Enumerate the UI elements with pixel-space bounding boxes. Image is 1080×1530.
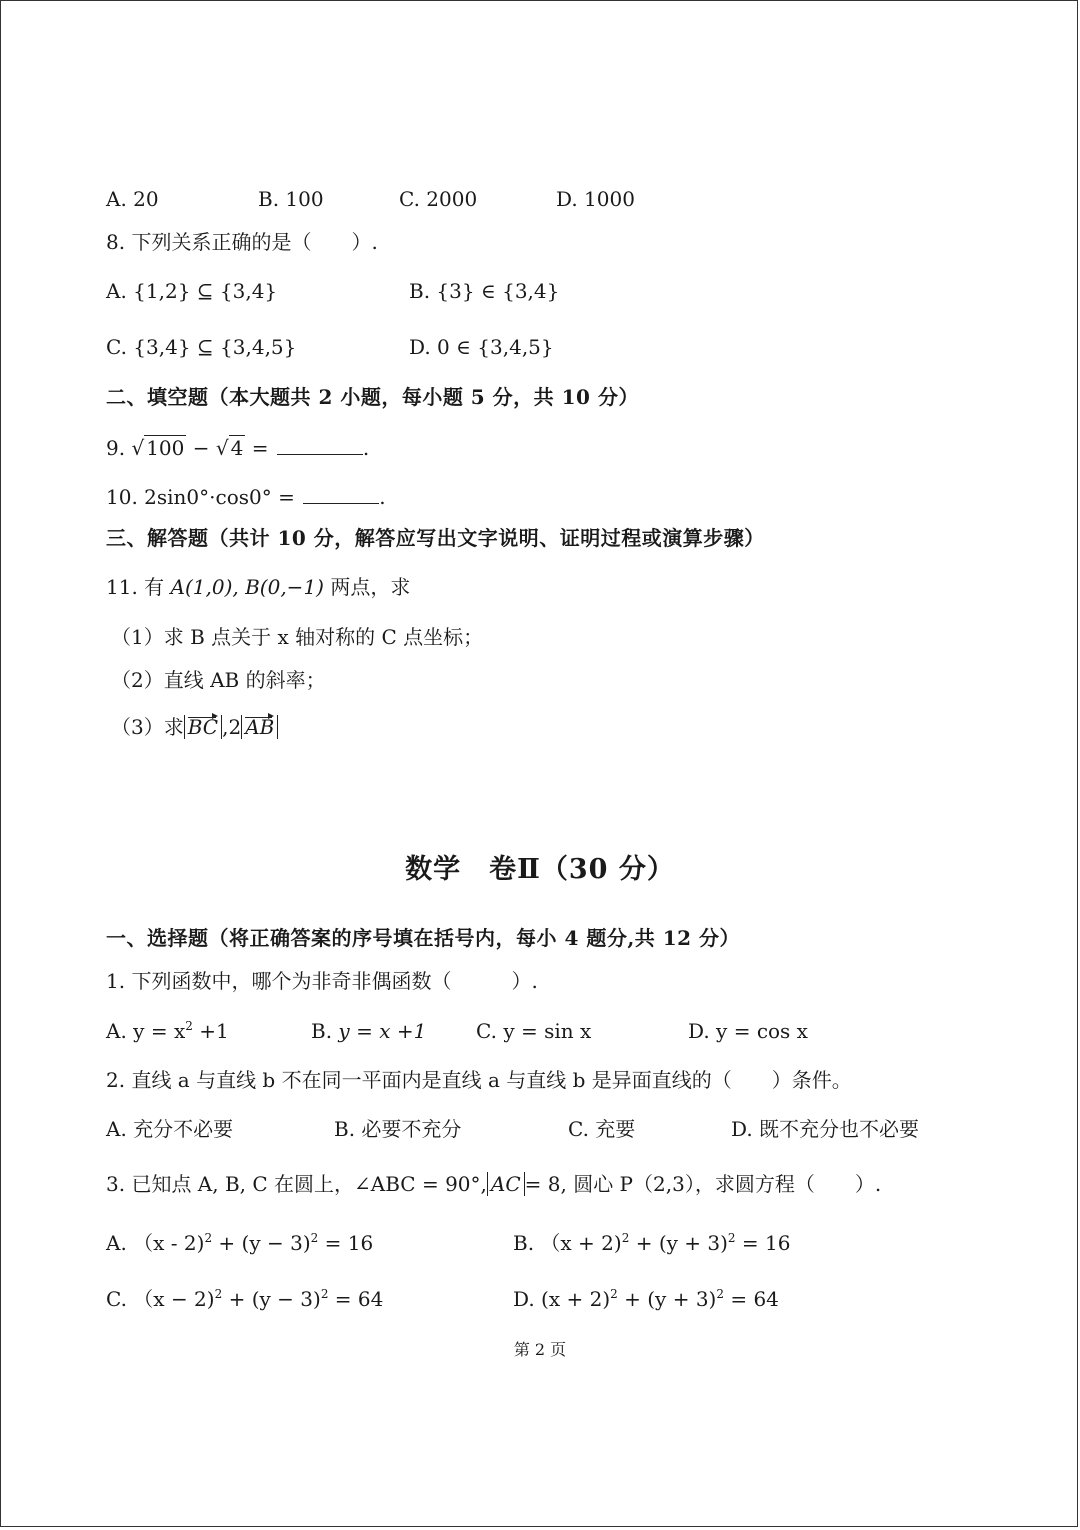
q9-sqrt-arg-1: 100 [146,436,185,460]
p2-q3-option-a-pre: A. （x - 2) [106,1231,205,1255]
sqrt-icon: √ [215,436,229,460]
p2-q3-option-a-end: = 16 [318,1231,374,1255]
p2-q3-abs-ac [487,1172,525,1196]
q11-stem-a: 11. 有 [106,575,171,599]
q8-option-a: A. {1,2} ⊆ {3,4} [106,279,278,303]
q11-stem-c: 两点，求 [323,575,411,599]
p2-q1-option-b-label: B. [311,1019,333,1043]
p2-q3-option-a-mid: + (y − 3) [212,1231,311,1255]
q10-text: 10. 2sin0°·cos0° = [106,485,302,509]
p2-q2-option-a: A. 充分不必要 [106,1117,234,1141]
p2-q2-option-b: B. 必要不充分 [334,1117,462,1141]
q11-stem [106,575,410,599]
q9-answer-blank[interactable] [277,436,363,455]
section-fill-blank-heading: 二、填空题（本大题共 2 小题，每小题 5 分，共 10 分） [106,385,639,409]
q10-answer-blank[interactable] [303,485,379,504]
q11-abs-bc [184,715,222,739]
sqrt-icon: √ [131,436,145,460]
q11-separator: ,2 [222,715,242,739]
p2-q1-option-b [311,1019,426,1043]
p2-q1-option-d-label: D. [688,1019,710,1043]
q8-stem: 8. 下列关系正确的是（ ）. [106,230,378,254]
q7-option-a: A. 20 [106,187,159,211]
p2-q1-option-a [106,1019,229,1043]
p2-q1-option-d-expr: y = cos x [716,1019,808,1043]
p2-q3-option-d-pre: D. (x + 2) [513,1287,611,1311]
p2-q3-option-c-sq-2: 2 [320,1287,329,1301]
p2-q3-option-a [106,1231,373,1255]
q8-option-c: C. {3,4} ⊆ {3,4,5} [106,335,297,359]
p2-q3-option-d-sq-1: 2 [610,1287,618,1301]
q7-option-b: B. 100 [258,187,324,211]
p2-q1-option-c [476,1019,591,1043]
p2-q3-option-b-mid: + (y + 3) [629,1231,728,1255]
q8-option-b: B. {3} ∈ {3,4} [409,279,560,303]
p2-q3-ac: AC [490,1172,521,1196]
p2-q3-option-d-mid: + (y + 3) [617,1287,717,1311]
p2-q1-option-c-label: C. [476,1019,497,1043]
p2-q1-option-a-exponent: 2 [185,1019,193,1033]
p2-q1-option-a-label: A. [106,1019,127,1043]
q7-option-d: D. 1000 [556,187,635,211]
q11-vector-ab: AB [245,715,275,739]
p2-q3-option-b [513,1231,790,1255]
q11-part-1: （1）求 B 点关于 x 轴对称的 C 点坐标； [111,625,484,649]
p2-q1-option-c-expr: y = sin x [503,1019,592,1043]
q11-part-3-prefix: （3）求 [111,715,184,739]
part-2-choice-heading: 一、选择题（将正确答案的序号填在括号内，每小 4 题分,共 12 分） [106,926,741,950]
p2-q3-option-b-end: = 16 [735,1231,791,1255]
p2-q3-option-d [513,1287,779,1311]
p2-q3-option-c-pre: C. （x − 2) [106,1287,215,1311]
q11-vector-bc: BC [187,715,219,739]
p2-q1-option-d [688,1019,808,1043]
p2-q3-stem-a: 3. 已知点 A, B, C 在圆上，∠ABC = 90°, [106,1172,487,1196]
section-solve-heading: 三、解答题（共计 10 分，解答应写出文字说明、证明过程或演算步骤） [106,526,765,550]
p2-q3-option-c-sq-1: 2 [214,1287,223,1301]
q9-equals: = [245,436,275,460]
p2-q3-option-c-mid: + (y − 3) [222,1287,321,1311]
page-number: 第 2 页 [513,1340,567,1359]
p2-q2-stem: 2. 直线 a 与直线 b 不在同一平面内是直线 a 与直线 b 是异面直线的（ ）条件。 [106,1068,852,1092]
q9-minus: − [186,436,216,460]
q8-option-d: D. 0 ∈ {3,4,5} [409,335,554,359]
q7-option-c: C. 2000 [399,187,478,211]
p2-q3-option-a-sq-1: 2 [204,1231,213,1245]
p2-q3-stem-b: = 8, 圆心 P（2,3），求圆方程（ ）. [524,1172,882,1196]
p2-q3-option-c-end: = 64 [328,1287,384,1311]
p2-q1-option-a-expr: y = x [133,1019,186,1043]
p2-q3-option-d-sq-2: 2 [716,1287,724,1301]
q10-end: . [379,485,386,509]
q10 [106,485,386,509]
q11-points: A(1,0), B(0,−1) [170,575,324,599]
p2-q1-stem: 1. 下列函数中，哪个为非奇非偶函数（ ）. [106,969,538,993]
p2-q3-stem [106,1172,881,1196]
p2-q3-option-a-sq-2: 2 [310,1231,319,1245]
q9-number: 9. [106,436,126,460]
q11-part-3 [111,715,278,739]
p2-q3-option-b-sq-2: 2 [727,1231,736,1245]
q11-part-2: （2）直线 AB 的斜率； [111,668,326,692]
p2-q2-option-c: C. 充要 [568,1117,636,1141]
p2-q2-option-d: D. 既不充分也不必要 [731,1117,920,1141]
p2-q3-option-b-pre: B. （x + 2) [513,1231,622,1255]
p2-q3-option-b-sq-1: 2 [621,1231,630,1245]
q11-abs-ab [241,715,278,739]
q9-sqrt-arg-2: 4 [230,436,244,460]
q9 [106,436,369,460]
part-2-title: 数学 卷Ⅱ（30 分） [405,854,675,885]
p2-q1-option-a-tail: +1 [192,1019,229,1043]
p2-q1-option-b-expr: y = x +1 [338,1019,427,1043]
p2-q3-option-c [106,1287,383,1311]
q9-end: . [362,436,370,460]
p2-q3-option-d-end: = 64 [723,1287,779,1311]
